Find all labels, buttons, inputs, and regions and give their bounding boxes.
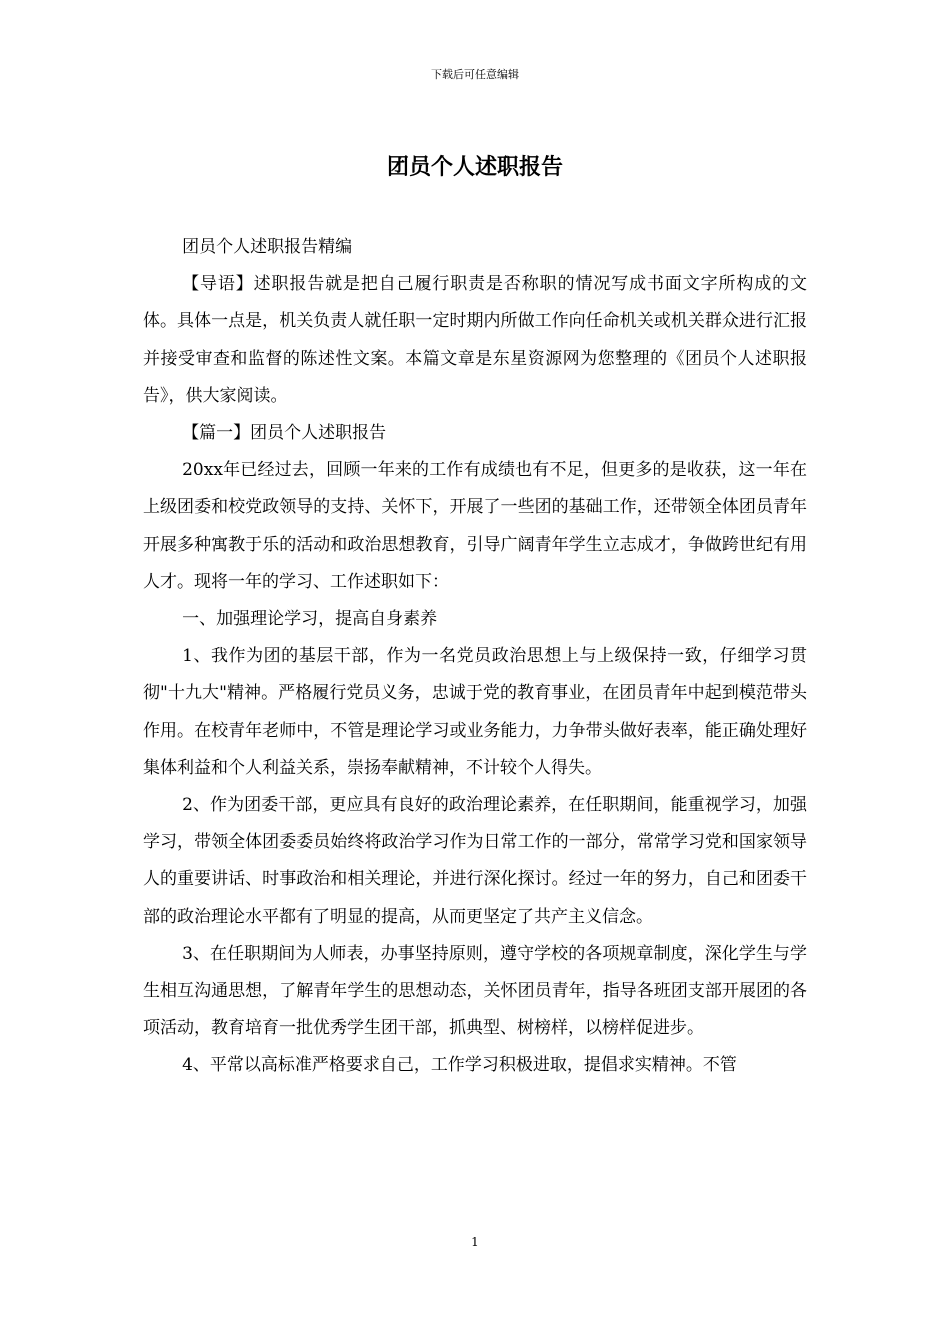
paragraph-overview: 20xx年已经过去，回顾一年来的工作有成绩也有不足，但更多的是收获，这一年在上级团委和校党政领导的支持、关怀下，开展了一些团的基础工作，还带领全体团员青年开展多种寓教于乐的活动和政治思想教育，引导广阔青年学生立志成才，争做跨世纪有用人才。现将一年的学习、工作述职如下：: [143, 460, 807, 592]
paragraph-heading-1: 一、加强理论学习，提高自身素养: [182, 609, 438, 630]
paragraph-intro: 【导语】述职报告就是把自己履行职责是否称职的情况写成书面文字所构成的文体。具体一点是，机关负责人就任职一定时期内所做工作向任命机关或机关群众进行汇报并接受审查和监督的陈述性文案。本篇文章是东星资源网为您整理的《团员个人述职报告》，供大家阅读。: [143, 274, 807, 406]
header-note: 下载后可任意编辑: [431, 68, 519, 81]
paragraph-item-4: 4、平常以高标准严格要求自己，工作学习积极进取，提倡求实精神。不管: [182, 1055, 737, 1076]
document-title: 团员个人述职报告: [386, 155, 563, 180]
paragraph-section-heading: 【篇一】团员个人述职报告: [182, 423, 387, 444]
paragraph-subtitle: 团员个人述职报告精编: [182, 237, 353, 257]
paragraph-item-1: 1、我作为团的基层干部，作为一名党员政治思想上与上级保持一致，仔细学习贯彻"十九大"精神。严格履行党员义务，忠诚于党的教育事业，在团员青年中起到模范带头作用。在校青年老师中，不管是理论学习或业务能力，力争带头做好表率，能正确处理好集体利益和个人利益关系，崇扬奉献精神，不计较个人得失。: [143, 646, 807, 778]
paragraph-item-3: 3、在任职期间为人师表，办事坚持原则，遵守学校的各项规章制度，深化学生与学生相互沟通思想，了解青年学生的思想动态，关怀团员青年，指导各班团支部开展团的各项活动，教育培育一批优秀学生团干部，抓典型、树榜样，以榜样促进步。: [143, 943, 807, 1039]
paragraph-item-2: 2、作为团委干部，更应具有良好的政治理论素养，在任职期间，能重视学习，加强学习，带领全体团委委员始终将政治学习作为日常工作的一部分，常常学习党和国家领导人的重要讲话、时事政治和相关理论，并进行深化探讨。经过一年的努力，自己和团委干部的政治理论水平都有了明显的提高，从而更坚定了共产主义信念。: [143, 795, 807, 927]
page-number: 1: [471, 1235, 479, 1249]
document-body: [143, 229, 807, 1085]
